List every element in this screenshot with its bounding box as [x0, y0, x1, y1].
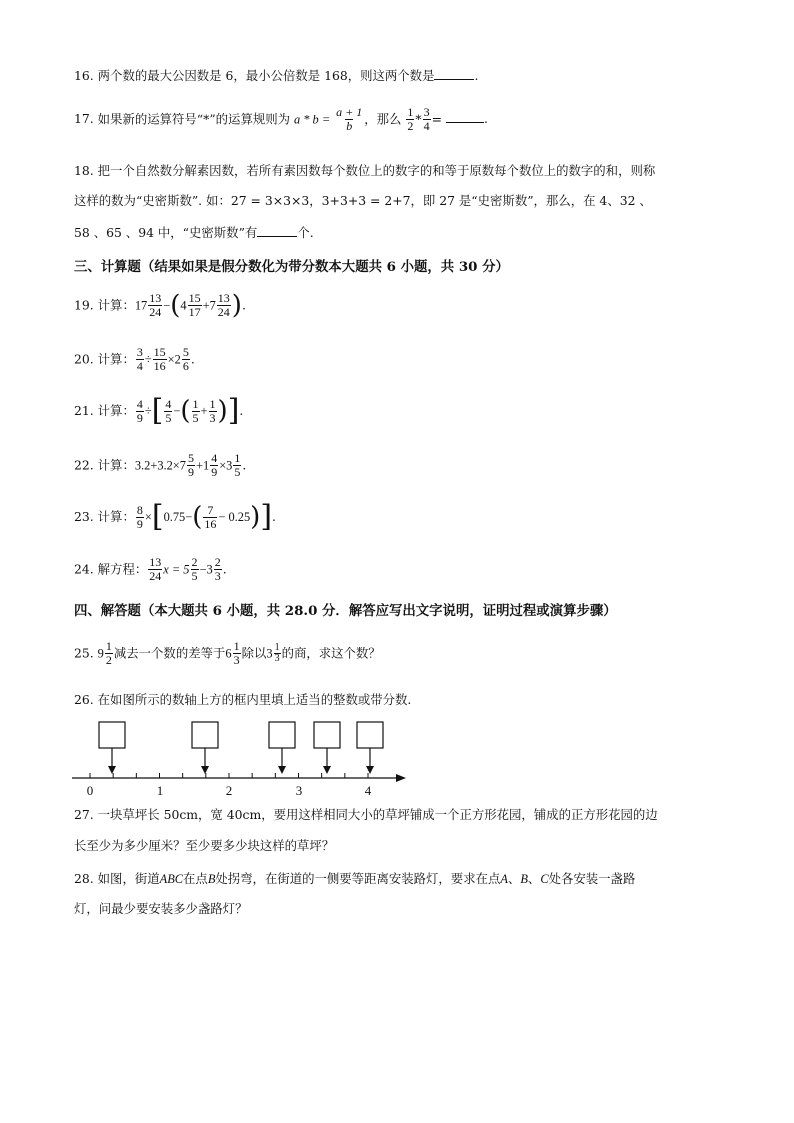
- question-18-line-3: 58 、65 、94 中，“史密斯数”有 个.: [74, 225, 314, 240]
- question-28-line-1: 28. 如图，街道ABC在点B处拐弯，在街道的一侧要等距离安装路灯，要求在点A、B、C处各安装一盏路: [74, 871, 636, 886]
- arrow-right-icon: [396, 774, 406, 782]
- answer-box[interactable]: [314, 722, 340, 748]
- tick-label: 3: [295, 783, 303, 798]
- fraction: $\frac{3}{4}$: [423, 105, 430, 133]
- tick-label: 1: [156, 783, 164, 798]
- question-28-line-2: 灯，问最少要安装多少盏路灯？: [74, 901, 248, 916]
- section-3-heading: 三、计算题（结果如果是假分数化为带分数本大题共 6 小题，共 30 分）: [74, 259, 509, 275]
- number-line-figure: [66, 714, 412, 800]
- answer-box[interactable]: [192, 722, 218, 748]
- answer-blank[interactable]: [446, 111, 484, 123]
- question-17: 17. 如果新的运算符号“*”的运算规则为 a * b = $\frac{a + 1}{b}$ ，那么 $\frac{1}{2}$ * $\frac{3}{4}$ = .: [74, 105, 488, 133]
- tick-label: 4: [364, 783, 372, 798]
- tick-label: 2: [225, 783, 233, 798]
- question-27-line-1: 27. 一块草坪长 50cm，宽 40cm，要用这样相同大小的草坪铺成一个正方形花园，铺成的正方形花园的边: [74, 807, 658, 822]
- arrow-down-icon: [201, 766, 209, 774]
- question-25: 25. 9 $\frac{1}{2}$ 减去一个数的差等于6 $\frac{1}{3}$ 除以3 $\frac{1}{3}$ 的商，求这个数？: [74, 639, 381, 667]
- answer-box[interactable]: [357, 722, 383, 748]
- question-16: 16. 两个数的最大公因数是 6，最小公倍数是 168，则这两个数是 .: [74, 68, 479, 83]
- question-number: 18.: [74, 163, 94, 178]
- tick-label: 0: [86, 783, 94, 798]
- question-number: 16.: [74, 68, 94, 83]
- formula-lhs: a * b =: [293, 112, 331, 127]
- question-18-line-1: 18. 把一个自然数分解素因数，若所有素因数每个数位上的数字的和等于原数每个数位上的数字的和，则称: [74, 163, 656, 178]
- arrow-down-icon: [323, 766, 331, 774]
- question-23: 23. 计算： $\frac{8}{9}$ ×[0.75−( $\frac{7}{16}$ − 0.25)].: [74, 499, 276, 534]
- arrow-down-icon: [278, 766, 286, 774]
- question-19: 19. 计算：17 $\frac{13}{24}$ −(4 $\frac{15}{17}$ +7 $\frac{13}{24}$ ).: [74, 290, 246, 321]
- question-20: 20. 计算： $\frac{3}{4}$ ÷ $\frac{15}{16}$ ×2 $\frac{5}{6}$ .: [74, 345, 195, 373]
- question-27-line-2: 长至少为多少厘米？至少要多少块这样的草坪？: [74, 838, 335, 853]
- fraction: $\frac{1}{2}$: [407, 105, 414, 133]
- arrow-down-icon: [108, 766, 116, 774]
- section-4-heading: 四、解答题（本大题共 6 小题，共 28.0 分．解答应写出文字说明，证明过程或演算步骤）: [74, 603, 617, 619]
- fraction: $\frac{a + 1}{b}$: [336, 105, 363, 133]
- answer-box[interactable]: [269, 722, 295, 748]
- question-18-line-2: 这样的数为“史密斯数”. 如：27 = 3×3×3，3+3+3 = 2+7，即 27 是“史密斯数”，那么，在 4、32 、: [74, 193, 652, 208]
- question-21: 21. 计算： $\frac{4}{9}$ ÷[ $\frac{4}{5}$ −( $\frac{1}{5}$ + $\frac{1}{3}$ )].: [74, 393, 244, 428]
- question-text: 如果新的运算符号“*”的运算规则为: [97, 111, 291, 127]
- question-24: 24. 解方程： $\frac{13}{24}$ x = 5 $\frac{2}{5}$ −3 $\frac{2}{3}$ .: [74, 555, 227, 583]
- answer-box[interactable]: [99, 722, 125, 748]
- question-22: 22. 计算：3.2+3.2×7 $\frac{5}{9}$ +1 $\frac{4}{9}$ ×3 $\frac{1}{5}$ .: [74, 451, 247, 479]
- arrow-down-icon: [366, 766, 374, 774]
- answer-blank[interactable]: [257, 225, 297, 237]
- question-26: 26. 在如图所示的数轴上方的框内里填上适当的整数或带分数.: [74, 692, 412, 707]
- question-text: 两个数的最大公因数是 6，最小公倍数是 168，则这两个数是: [97, 68, 435, 83]
- question-number: 17.: [74, 111, 94, 126]
- answer-blank[interactable]: [434, 68, 474, 80]
